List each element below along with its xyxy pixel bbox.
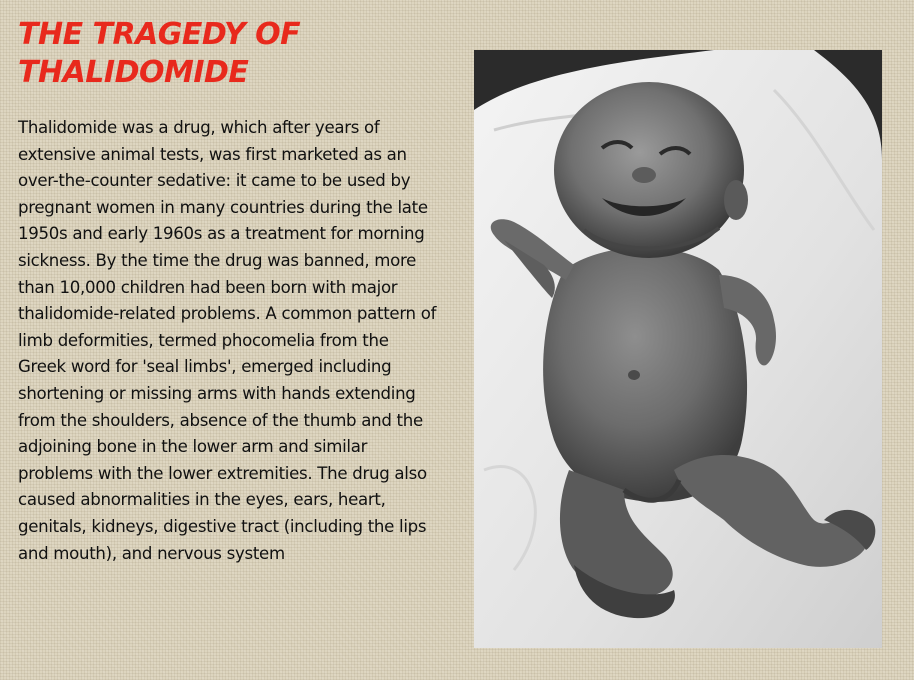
baby-photo [474, 50, 882, 648]
slide-title-line-1: THE TRAGEDY OF [18, 17, 301, 52]
slide-title [18, 16, 438, 92]
slide-body-text: Thalidomide was a drug, which after years of extensive animal tests, was first marketed as an over-the-counter sedative: it came to be used by pregnant women in many countries during the late 1950s and early 1960s as a treatment for morning sickness. By the time the drug was banned, more than 10,000 children had been born with major thalidomide-related problems. A common pattern of limb deformities, termed phocomelia from the Greek word for 'seal limbs', emerged including shortening or missing arms with hands extending from the shoulders, absence of the thumb and the adjoining bone in the lower arm and similar problems with the lower extremities. The drug also caused abnormalities in the eyes, ears, heart, genitals, kidneys, digestive tract (including the lips and mouth), and nervous system [18, 118, 437, 563]
slide-title-line-2: THALIDOMIDE [18, 55, 249, 90]
baby-photo-illustration [474, 50, 882, 648]
